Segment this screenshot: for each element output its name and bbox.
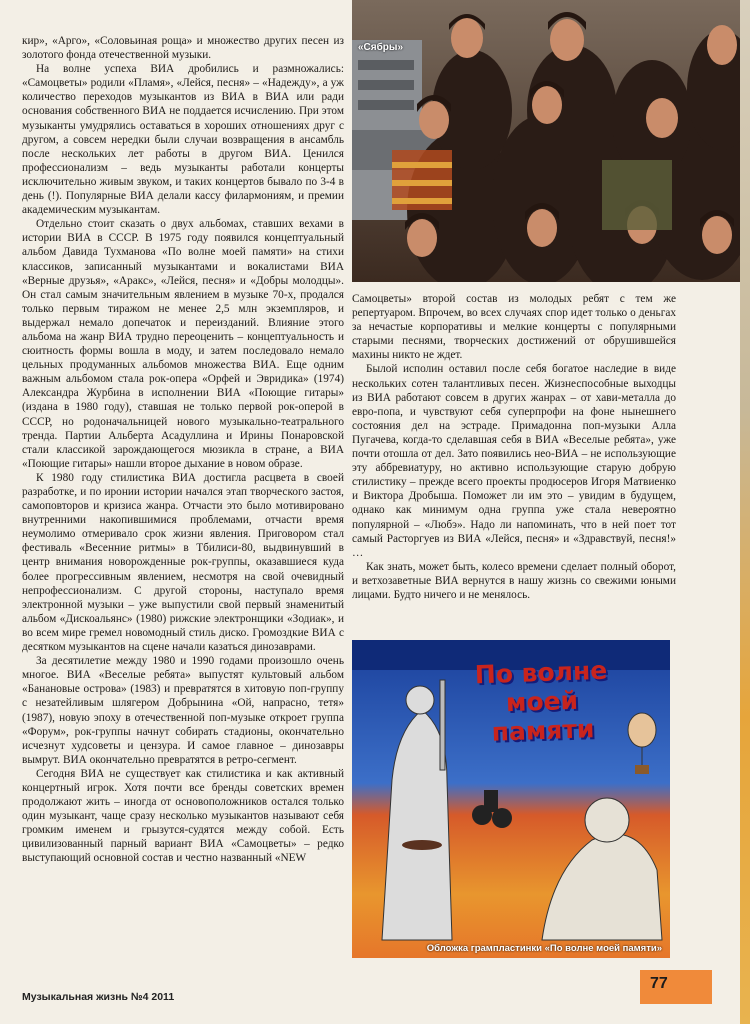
band-photo — [352, 0, 750, 282]
cover-title-line: памяти — [491, 714, 595, 747]
magazine-footer: Музыкальная жизнь №4 2011 — [22, 991, 175, 1003]
left-text-column — [22, 34, 344, 954]
cover-title-line: По волне — [474, 655, 608, 690]
right-text-column — [352, 292, 676, 632]
paragraph: Отдельно стоит сказать о двух альбомах, ставших вехами в истории ВИА в СССР. В 1975 году появился концептуальный альбом Давида Тухманова «По волне моей памяти» на стихи классиков, записанный музыкантами и вокалистами ВИА «Верные друзья», «Аракс», «Лейся, песня» и «Добры молодцы». Он стал самым значительным явлением в музыке 70-х, продался только первым тиражом не менее 2,5 млн экземпляров, и выдержал немало допечаток и переизданий. Влияние этого альбома на жанр ВИА трудно переоценить – концептуальность и сюитность формы вошла в моду, и затем последовало немало цельных продуманных альбомов множества ВИА. Еще одним важным альбомом стала рок-опера «Орфей и Эвридика» (1974) Александра Журбина в исполнении ВИА «Поющие гитары» (издана в 1980 году), ставшая не только первой рок-оперой в СССР, но родоначальницей нового музыкально-театрального тренда. Партии Альберта Асадуллина и Ирины Понаровской стали классикой зарождающегося мюзикла в стране, а ВИА «Поющие гитары» нашли второе дыхание в новом образе. — [22, 218, 344, 470]
paragraph: К 1980 году стилистика ВИА достигла расцвета в своей разработке, и по иронии истории начался этап творческого застоя, самоповторов и кризиса жанра. Отчасти это было мотивировано внутренними накопившимися проблемами, отчасти время неумолимо отмеривало срок жизни явления. Приговором стал фестиваль «Весенние ритмы» в Тбилиси-80, выдвинувший в центр внимания новорожденные рок-группы, оказавшиеся куда более прогрессивным явлением, несмотря на свой очевидный непрофессионализм. С другой стороны, наступало время электронной музыки – уже выпустили свой первый знаменитый альбом «Дискоальянс» (1980) рижские электронщики «Зодиак», и во всем мире гремел новомодный стиль диско. Громоздкие ВИА с десятком музыкантов на сцене начали казаться динозаврами. — [22, 471, 344, 654]
paragraph: За десятилетие между 1980 и 1990 годами произошло очень многое. ВИА «Веселые ребята» выпустят культовый альбом «Банановые острова» (1983) и превратятся в хитовую поп-группу с незатейливым шлягером Добрынина «Ой, напрасно, тетя» (1987), новую эпоху в отечественной поп-музыке откроет группа «Форум», рок-группы начнут собирать стадионы, окончательно исчезнут худсоветы и цензура. И самое главное – динозавры вымрут. ВИА окончательно превратятся в ретро-сегмент. — [22, 655, 344, 766]
album-cover — [352, 640, 670, 958]
paragraph: Как знать, может быть, колесо времени сделает полный оборот, и ветхозаветные ВИА вернутся в нашу жизнь со свежими юными лицами. Будто ничего и не менялось. — [352, 560, 676, 601]
paragraph: Былой исполин оставил после себя богатое наследие в виде нескольких сотен талантливых песен. Жизнеспособные выходцы из ВИА работают совсем в других жанрах – от хави-металла до евро-попа, и чувствуют себя суперпрофи на фоне нынешнего состояния дел на эстраде. Примадонна поп-музыки Алла Пугачева, когда-то сделавшая себя в ВИА «Веселые ребята», уже почти отошла от дел. Зато появились нео-ВИА – не использующие эту аббревиатуру, но активно использующие старую добрую стилистику – прежде всего проекты продюсеров Игоря Матвиенко и Виктора Дробыша. Поможет ли им это – увидим в будущем, однако как минимум одна группа уже стала невероятно популярной – «Любэ». Надо ли напоминать, что в ней поет тот самый Расторгуев из ВИА «Лейся, песня» и «Здравствуй, песня!» … — [352, 363, 676, 559]
photo-label: «Сябры» — [358, 42, 404, 53]
cover-title — [431, 654, 654, 749]
page-number: 77 — [650, 975, 668, 992]
cover-caption: Обложка грампластинки «По волне моей памяти» — [426, 943, 662, 954]
paragraph: Самоцветы» второй состав из молодых ребят с тем же репертуаром. Впрочем, во всех случаях спор идет только о деньгах за нечастые корпоративы и мелкие концерты с популярными старыми песнями, творческих достижений от обрушившейся махины никто не ждет. — [352, 293, 676, 362]
paragraph: На волне успеха ВИА дробились и размножались: «Самоцветы» родили «Пламя», «Лейся, песня» – «Надежду», а уж количество переходов музыкантов из ВИА в ВИА или ради основания собственного ВИА не поддается исчислению. При этом музыканты умудрялись оставаться в хороших отношениях друг с другом, а совсем нередки были случаи возвращения в ансамбль после нескольких лет работы в другом ВИА. Ценился профессионализм – ведь музыканты работали концерты исключительно живым звуком, и таких концертов бывало по 3-4 в день (!). Популярные ВИА делали кассу филармониям, и премии академическим музыкантам. — [22, 63, 344, 217]
page-edge — [740, 0, 750, 1024]
paragraph: кир», «Арго», «Соловьиная роща» и множество других песен из золотого фонда отечественной музыки. — [22, 35, 344, 62]
cover-title-line: моей — [505, 685, 579, 718]
paragraph: Сегодня ВИА не существует как стилистика и как активный концертный игрок. Хотя почти все бренды советских времен продолжают жить – иногда от основоположников остался только один музыкант, чаще сразу несколько музыкантов называют себя громким именем и грызутся-судятся между собой. Есть цивилизованный парный вариант ВИА «Самоцветы» – редко выступающий основной состав и честно названный «NEW — [22, 767, 344, 865]
